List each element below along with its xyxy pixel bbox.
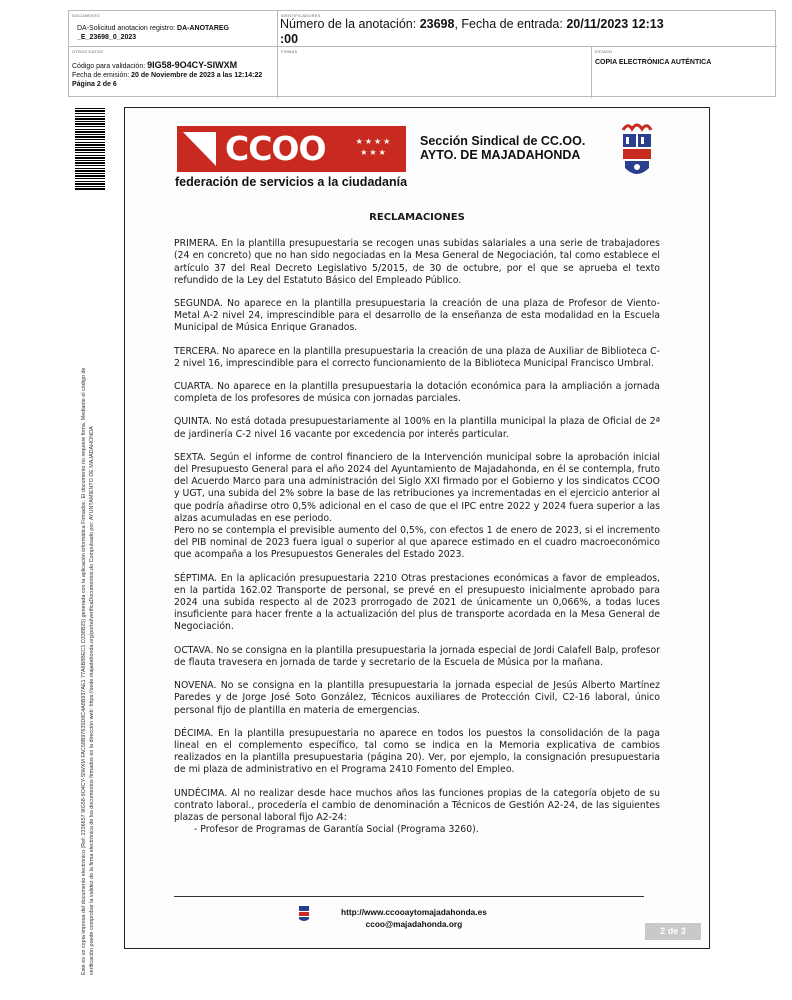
claim-cuarta: CUARTA. No aparece en la plantilla presupuestaria la dotación económica para la ampliación a jornada completa de los profesores de música con jornadas parciales. xyxy=(174,381,660,405)
footer-url[interactable]: http://www.ccooaytomajadahonda.es xyxy=(341,907,487,917)
page-badge: 2 de 3 xyxy=(645,923,701,940)
fecha-entrada-value: 20/11/2023 12:13 xyxy=(566,17,664,31)
majadahonda-crest-icon xyxy=(620,120,654,180)
claim-octava: OCTAVA. No se consigna en la plantilla presupuestaria la jornada especial de Jordi Calafell Balp, profesor de flauta travesera en jornada de tarde y secretario de la Escuela de Música por la mañana. xyxy=(174,644,660,668)
side-text-line1: Este es un copia impresa del documento electrónico (Ref: 2336657 9IG58-9O4CY-SIWXM FAC58B97635D8C4A8B937AE1 77A6B8BEC1 D338B25) generada con la aplicación informática Firmadoc. El documento no requiere firma. Mediante el código de xyxy=(81,367,87,975)
footer-crest-icon xyxy=(299,906,309,922)
documento-code: DA-ANOTAREG xyxy=(177,25,229,32)
claim-sexta: SEXTA. Según el informe de control financiero de la Intervención municipal sobre la aprobación inicial del Presupuesto General para el año 2024 del Ayuntamiento de Majadahonda, en él se contempla, fruto del Acuerdo Marco para una administración del Siglo XXI firmado por el Gobierno y los sindicatos CCOO y UGT, una subida del 2% sobre la base de las retribuciones ya incrementadas en el ejercicio anterior al que podría añadirse otro 0,5% adicional en el caso de que el IPC entre 2022 y 2024 fuera superior a las alzas acumuladas en ese periodo. xyxy=(174,451,660,524)
document-header xyxy=(68,10,776,97)
pagina-indicator: Página 2 de 6 xyxy=(72,81,117,88)
identificadores-cell xyxy=(278,11,777,47)
identificadores-label: IDENTIFICADORES xyxy=(281,13,321,18)
footer-divider xyxy=(174,896,644,897)
fecha-entrada-label: , Fecha de entrada: xyxy=(454,17,563,31)
barcode-image xyxy=(75,108,105,190)
claim-novena: NOVENA. No se consigna en la plantilla presupuestaria la jornada especial de Jesús Alberto Martínez Paredes y de Jorge José Soto González, Técnicos auxiliares de Protección Civil, C2-16 laboral, único personal fijo de plantilla en materia de emergencias. xyxy=(174,680,660,716)
footer-contact xyxy=(341,906,487,930)
ccoo-logo xyxy=(177,126,406,172)
codigo-validacion[interactable]: 9IG58-9O4CY-SIWXM xyxy=(147,60,238,70)
reclamaciones-body xyxy=(174,212,660,836)
estado-value: COPIA ELECTRÓNICA AUTÉNTICA xyxy=(595,59,712,66)
claim-segunda: SEGUNDA. No aparece en la plantilla presupuestaria la creación de una plaza de Profesor de Viento-Metal A-2 nivel 24, imprescindible para el desarrollo de la enseñanza de esta modalidad en la Escuela Municipal de Música Enrique Granados. xyxy=(174,298,660,334)
anotacion-number: 23698 xyxy=(419,17,455,31)
side-text-line2: verificación puede comprobar la validez de la firma electrónica de los documentos firmados en la dirección web: https://sede.majadahonda.org/portal/verificaDocumentos.do Compulsado por: AYUNTAMIENTO DE MAJADAHONDA xyxy=(89,426,95,975)
documento-line1: DA-Solicitud anotacion registro: xyxy=(77,25,176,32)
fecha-entrada-seconds: :00 xyxy=(280,32,299,46)
codigo-label: Código para validación: xyxy=(72,63,146,70)
fecha-emision-label: Fecha de emisión: xyxy=(72,72,130,79)
claim-tercera: TERCERA. No aparece en la plantilla presupuestaria la creación de una plaza de Auxiliar de Biblioteca C-2 nivel 16, imprescindible para el correcto funcionamiento de la Biblioteca Municipal Francisco Umbral. xyxy=(174,345,660,369)
verification-side-text xyxy=(80,275,96,975)
fecha-emision-value: 20 de Noviembre de 2023 a las 12:14:22 xyxy=(131,72,263,79)
otros-datos-cell xyxy=(69,47,278,98)
claim-sexta-cont: Pero no se contempla el previsible aumento del 0,5%, con efectos 1 de enero de 2023, si el incremento del PIB nominal de 2023 fuera igual o superior al que aparece estimado en el cuadro macroeconómico que acompaña a los Presupuestos Generales del Estado 2023. xyxy=(174,525,660,561)
ccoo-stars: ★★★★ ★★★ xyxy=(355,137,393,157)
footer-email[interactable]: ccoo@majadahonda.org xyxy=(365,919,463,929)
section-line1: Sección Sindical de CC.OO. xyxy=(420,134,586,148)
firmas-label: FIRMAS xyxy=(281,49,298,54)
section-title xyxy=(420,134,585,162)
claim-septima: SÉPTIMA. En la aplicación presupuestaria 2210 Otras prestaciones económicas a favor de empleados, en la partida 162.02 Transporte de personal, se prevé en el presupuesto inicialmente aprobado para 2024 una subida respecto al de 2023 prorrogado de 2021 de únicamente un 0,066%, a todas luces insuficiente para hacer frente a la actualización del plus de transporte acordada en la Mesa General de Negociación. xyxy=(174,572,660,633)
firmas-cell xyxy=(278,47,592,98)
claim-quinta: QUINTA. No está dotada presupuestariamente al 100% en la plantilla municipal la plaza de Oficial de 2ª de jardinería C-2 nivel 16 vacante por excedencia por interés particular. xyxy=(174,416,660,440)
claim-primera: PRIMERA. En la plantilla presupuestaria se recogen unas subidas salariales a una serie de trabajadores (24 en concreto) que no han sido negociadas en la Mesa General de Negociación, tal como establece el artículo 37 del Real Decreto Legislativo 5/2015, de 30 de octubre, por el que se aprueba el texto refundido de la Ley del Estatuto Básico del Empleado Público. xyxy=(174,238,660,286)
documento-line2: _E_23698_0_2023 xyxy=(77,34,137,41)
otros-datos-label: OTROS DATOS xyxy=(72,49,103,54)
claim-undecima: UNDÉCIMA. Al no realizar desde hace muchos años las funciones propias de la categoría objeto de su contrato laboral., procedería el cambio de denominación a Técnicos de Gestión A2-24, de las siguientes plazas de personal laboral fijo A2-24: xyxy=(174,787,660,823)
document-title: RECLAMACIONES xyxy=(369,212,465,223)
documento-label: DOCUMENTO xyxy=(72,13,100,18)
claim-decima: DÉCIMA. En la plantilla presupuestaria no aparece en todos los puestos la consolidación de la paga lineal en el complemento específico, tal como se indica en la Memoria explicativa de cambios realizados en la plantilla presupuestaria (página 20). Ver, por ejemplo, la consignación presupuestaria de mi plaza de administrativo en el Programa 2410 Fomento del Empleo. xyxy=(174,727,660,776)
ccoo-mark-icon xyxy=(183,132,216,166)
anotacion-label: Número de la anotación: xyxy=(280,17,417,31)
documento-cell xyxy=(69,11,278,47)
scanned-page xyxy=(124,107,710,949)
bullet-item: - Profesor de Programas de Garantía Social (Programa 3260). xyxy=(194,824,479,836)
ccoo-brand: CCOO xyxy=(225,129,326,168)
estado-label: ESTADO xyxy=(595,49,613,54)
section-line2: AYTO. DE MAJADAHONDA xyxy=(420,148,581,162)
federation-name: federación de servicios a la ciudadanía xyxy=(175,175,408,189)
estado-cell xyxy=(592,47,777,98)
